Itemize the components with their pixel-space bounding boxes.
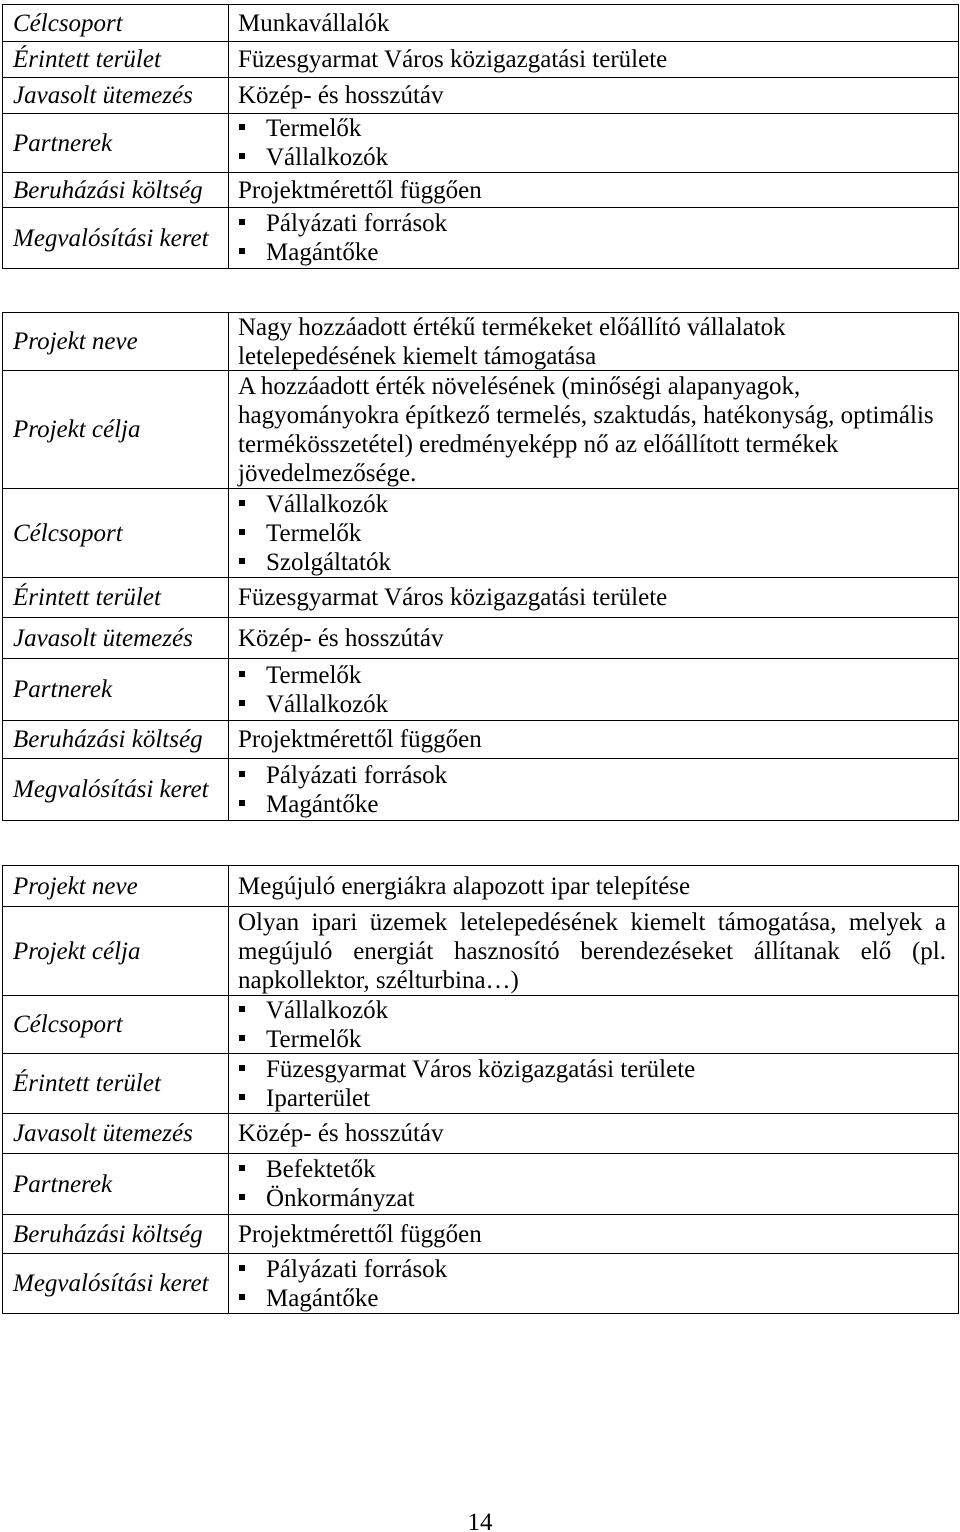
list-item: [238, 1025, 946, 1054]
row-value: [229, 907, 959, 996]
row-label: Partnerek: [3, 114, 229, 173]
row-text: Közép- és hosszútáv: [238, 624, 444, 652]
bullet-list: [238, 761, 946, 819]
row-label: Javasolt ütemezés: [3, 78, 229, 114]
row-value: [229, 489, 959, 578]
row-text: Közép- és hosszútáv: [238, 1120, 444, 1147]
row-value: [229, 114, 959, 173]
bullet-marker: [239, 1265, 245, 1271]
bullet-list: [238, 1255, 946, 1313]
bullet-marker: [239, 700, 245, 706]
list-item: [238, 114, 946, 143]
list-item-text: Szolgáltatók: [266, 548, 391, 576]
list-item: [238, 209, 946, 238]
row-text: Projektmérettől függően: [238, 726, 482, 753]
list-item: [238, 1184, 946, 1213]
list-item-text: Vállalkozók: [266, 996, 389, 1024]
row-label: Megvalósítási keret: [3, 1254, 229, 1314]
list-item: [238, 1055, 946, 1084]
row-value: [229, 313, 959, 371]
row-value: [229, 759, 959, 821]
bullet-marker: [239, 529, 245, 535]
row-value: [229, 42, 959, 78]
list-item: [238, 238, 946, 267]
row-label: Projekt neve: [3, 313, 229, 371]
row-label: Beruházási költség: [3, 173, 229, 208]
row-value: [229, 866, 959, 907]
row-label: Javasolt ütemezés: [3, 618, 229, 659]
list-item: [238, 548, 946, 577]
list-item: [238, 1255, 946, 1284]
row-text: Füzesgyarmat Város közigazgatási területe: [238, 46, 668, 73]
project-table-3: [2, 865, 959, 1314]
bullet-marker: [239, 1194, 245, 1200]
row-value: [229, 659, 959, 721]
row-value: [229, 208, 959, 269]
list-item-text: Füzesgyarmat Város közigazgatási területe: [266, 1055, 696, 1083]
list-item-text: Termelők: [266, 1025, 362, 1053]
bullet-list: [238, 1155, 946, 1213]
bullet-marker: [239, 1065, 245, 1071]
bullet-marker: [239, 1094, 245, 1100]
row-label: Megvalósítási keret: [3, 759, 229, 821]
list-item-text: Magántőke: [266, 790, 379, 818]
row-text: Nagy hozzáadott értékű termékeket előállító vállalatok letelepedésének kiemelt támogatása: [238, 313, 786, 370]
row-label: Célcsoport: [3, 5, 229, 42]
row-value: [229, 173, 959, 208]
row-label: Beruházási költség: [3, 1215, 229, 1254]
bullet-marker: [239, 153, 245, 159]
list-item-text: Befektetők: [266, 1156, 376, 1183]
row-label: Projekt célja: [3, 907, 229, 996]
row-value: [229, 1154, 959, 1215]
bullet-list: [238, 490, 946, 577]
row-label: Projekt célja: [3, 371, 229, 489]
list-item-text: Magántőke: [266, 1284, 379, 1312]
list-item-text: Termelők: [266, 519, 362, 547]
list-item: [238, 996, 946, 1025]
list-item: [238, 761, 946, 790]
row-label: Partnerek: [3, 659, 229, 721]
list-item-text: Pályázati források: [266, 761, 448, 789]
bullet-list: [238, 661, 946, 719]
row-value: [229, 1215, 959, 1254]
bullet-list: [238, 996, 946, 1054]
row-value: [229, 5, 959, 42]
bullet-marker: [239, 1294, 245, 1300]
list-item-text: Vállalkozók: [266, 144, 389, 171]
row-value: [229, 78, 959, 114]
list-item: [238, 519, 946, 548]
list-item-text: Pályázati források: [266, 210, 448, 237]
row-text: Munkavállalók: [238, 9, 390, 37]
row-text: Projektmérettől függően: [238, 176, 482, 204]
list-item: [238, 1155, 946, 1184]
list-item-text: Vállalkozók: [266, 690, 389, 718]
list-item-text: Magántőke: [266, 239, 379, 266]
list-item: [238, 790, 946, 819]
row-label: Javasolt ütemezés: [3, 1114, 229, 1154]
list-item-text: Vállalkozók: [266, 490, 389, 518]
row-label: Célcsoport: [3, 489, 229, 578]
row-value: [229, 1254, 959, 1314]
list-item: [238, 490, 946, 519]
list-item: [238, 1284, 946, 1313]
list-item: [238, 1084, 946, 1113]
bullet-marker: [239, 1165, 245, 1171]
row-text: Olyan ipari üzemek letelepedésének kiemelt támogatása, melyek a megújuló energiát hasznosító berendezéseket állítanak elő (pl. napkollektor, szélturbina…): [238, 908, 946, 994]
row-value: [229, 371, 959, 489]
project-table-2: [2, 312, 959, 821]
row-label: Érintett terület: [3, 42, 229, 78]
bullet-marker: [239, 671, 245, 677]
row-label: Érintett terület: [3, 578, 229, 618]
list-item-text: Iparterület: [266, 1084, 371, 1112]
row-label: Partnerek: [3, 1154, 229, 1215]
bullet-marker: [239, 800, 245, 806]
row-text: Megújuló energiákra alapozott ipar telepítése: [238, 872, 691, 900]
row-text: Projektmérettől függően: [238, 1220, 482, 1248]
list-item: [238, 661, 946, 690]
list-item-text: Pályázati források: [266, 1255, 448, 1283]
bullet-marker: [239, 1035, 245, 1041]
project-table-1: [2, 4, 959, 269]
bullet-marker: [239, 219, 245, 225]
row-label: Megvalósítási keret: [3, 208, 229, 269]
row-value: [229, 1114, 959, 1154]
page-number: 14: [467, 1509, 493, 1532]
bullet-marker: [239, 558, 245, 564]
row-label: Beruházási költség: [3, 721, 229, 759]
row-value: [229, 618, 959, 659]
bullet-marker: [239, 771, 245, 777]
bullet-marker: [239, 124, 245, 130]
row-value: [229, 578, 959, 618]
row-text: A hozzáadott érték növelésének (minőségi alapanyagok, hagyományokra építkező termelés, szaktudás, hatékonyság, optimális termékösszetétel) eredményeképp nő az előállított termékek jövedelmezősége.: [238, 372, 934, 487]
row-value: [229, 996, 959, 1054]
list-item: [238, 690, 946, 719]
row-label: Projekt neve: [3, 866, 229, 907]
bullet-list: [238, 1055, 946, 1113]
row-text: Füzesgyarmat Város közigazgatási területe: [238, 584, 668, 611]
row-value: [229, 721, 959, 759]
bullet-marker: [239, 1006, 245, 1012]
row-value: [229, 1054, 959, 1114]
bullet-list: [238, 209, 946, 267]
bullet-marker: [239, 500, 245, 506]
bullet-list: [238, 114, 946, 172]
list-item-text: Termelők: [266, 115, 362, 142]
row-text: Közép- és hosszútáv: [238, 82, 444, 109]
row-label: Érintett terület: [3, 1054, 229, 1114]
list-item-text: Termelők: [266, 661, 362, 689]
list-item-text: Önkormányzat: [266, 1185, 415, 1212]
list-item: [238, 143, 946, 172]
bullet-marker: [239, 248, 245, 254]
row-label: Célcsoport: [3, 996, 229, 1054]
